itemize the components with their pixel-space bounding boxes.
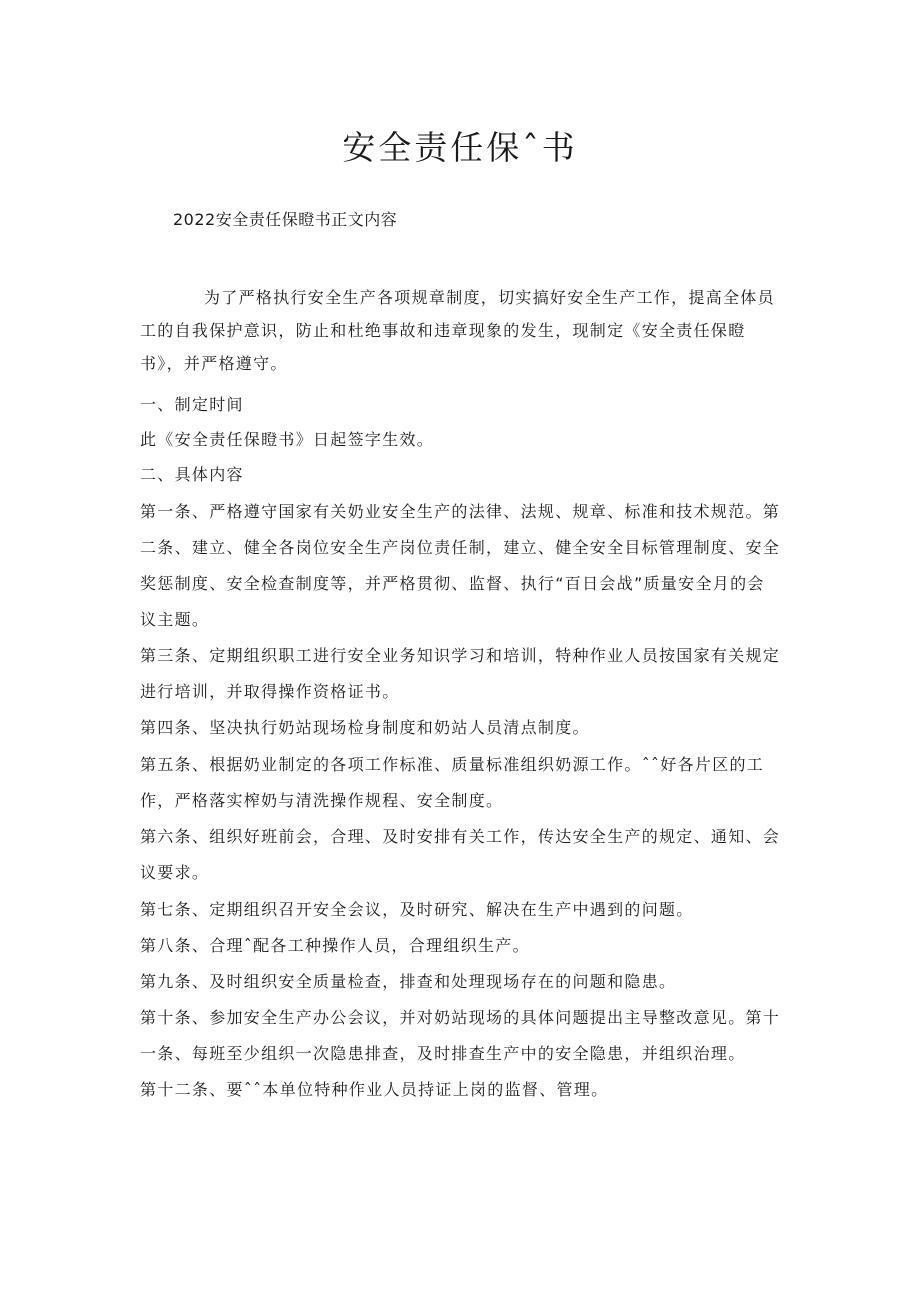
text-line: 第一条、严格遵守国家有关奶业安全生产的法律、法规、规章、标准和技术规范。第	[140, 502, 781, 521]
effective-date-line: 此《安全责任保瞪书》日起签字生效。	[140, 430, 435, 449]
text-line: 议主题。	[140, 610, 210, 629]
intro-paragraph	[140, 281, 786, 380]
text-line: 作，严格落实榨奶与清洗操作规程、安全制度。	[140, 791, 504, 810]
document-title: 安全责任保ˆ书	[342, 128, 578, 167]
document-subtitle: 2022安全责任保瞪书正文内容	[173, 210, 398, 229]
text-line: 第八条、合理ˆ配各工种操作人员，合理组织生产。	[140, 936, 530, 955]
section-heading-time: 一、制定时间	[140, 395, 244, 414]
text-line: 第九条、及时组织安全质量检查，排查和处理现场存在的问题和隐患。	[140, 972, 677, 991]
text-line: 第七条、定期组织召开安全会议，及时研究、解决在生产中遇到的问题。	[140, 900, 694, 919]
text-line: 第六条、组织好班前会，合理、及时安排有关工作，传达安全生产的规定、通知、会	[140, 827, 781, 846]
text-line: 第十二条、要ˆˆ本单位特种作业人员持证上岗的监督、管理。	[140, 1080, 609, 1099]
text-line: 第三条、定期组织职工进行安全业务知识学习和培训，特种作业人员按国家有关规定	[140, 646, 781, 665]
text-line: 第五条、根据奶业制定的各项工作标准、质量标准组织奶源工作。ˆˆ好各片区的工	[140, 755, 765, 774]
text-line: 议要求。	[140, 863, 210, 882]
text-line: 一条、每班至少组织一次隐患排查，及时排查生产中的安全隐患，并组织治理。	[140, 1044, 746, 1063]
intro-text: 为了严格执行安全生产各项规章制度，切实搞好安全生产工作，提高全体员工的自我保护意识，防止和杜绝事故和违章现象的发生，现制定《安全责任保瞪书》，并严格遵守。	[140, 288, 775, 373]
text-line: 奖惩制度、安全检查制度等，并严格贯彻、监督、执行“百日会战”质量安全月的会	[140, 574, 765, 593]
text-line: 二条、建立、健全各岗位安全生产岗位责任制，建立、健全安全目标管理制度、安全	[140, 538, 781, 557]
section-heading-content: 二、具体内容	[140, 465, 244, 484]
text-line: 第十条、参加安全生产办公会议，并对奶站现场的具体问题提出主导整改意见。第十	[140, 1008, 781, 1027]
text-line: 进行培训，并取得操作资格证书。	[140, 682, 400, 701]
text-line: 第四条、坚决执行奶站现场检身制度和奶站人员清点制度。	[140, 718, 590, 737]
